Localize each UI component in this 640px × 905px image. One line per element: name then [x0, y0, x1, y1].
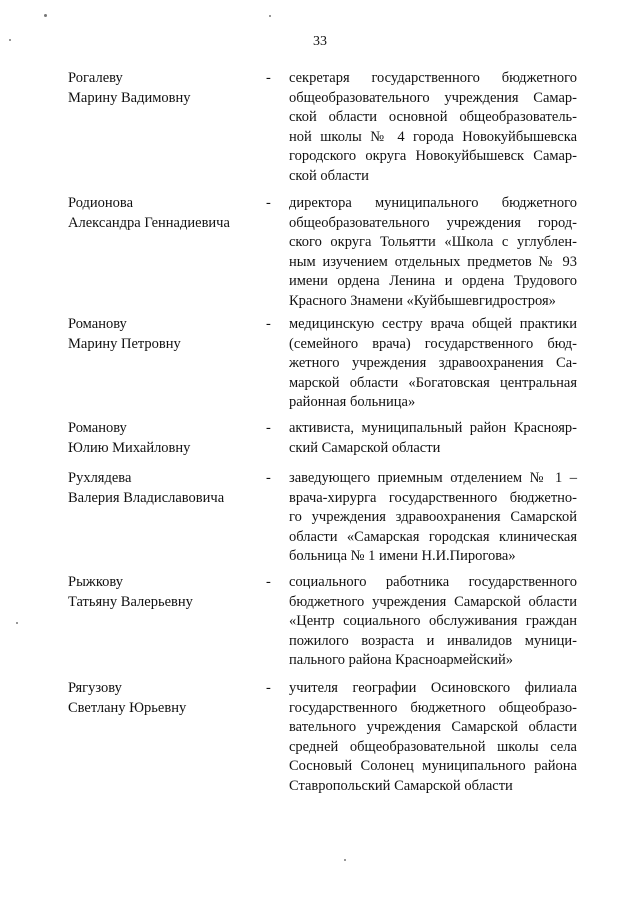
given-names: Валерия Владиславовича	[68, 489, 225, 506]
desc-line: Сосновый Солонец муниципального района	[289, 758, 577, 774]
desc-line: пожилого возраста и инвалидов муници-	[289, 632, 577, 649]
given-names: Светлану Юрьевну	[68, 699, 187, 716]
dash: -	[266, 574, 271, 590]
desc-line: районная больница»	[289, 394, 416, 410]
position-description	[289, 69, 577, 186]
surname: Родионова	[68, 195, 134, 211]
desc-line: больница № 1 имени Н.И.Пирогова»	[289, 548, 516, 564]
desc-line: ский Самарской области	[289, 439, 441, 456]
given-names: Марину Вадимовну	[68, 89, 191, 106]
desc-line: активиста, муниципальный район Краснояр-	[289, 420, 577, 436]
desc-line: медицинскую сестру врача общей практики	[289, 316, 577, 332]
desc-line: социального работника государственного	[289, 574, 577, 590]
desc-line: городского округа Новокуйбышевск Самар-	[289, 148, 577, 164]
position-description	[289, 315, 577, 413]
scan-speck	[44, 14, 47, 17]
desc-line: заведующего приемным отделением № 1 –	[289, 470, 577, 486]
desc-line: учителя географии Осиновского филиала	[289, 680, 577, 696]
desc-line: Ставропольский Самарской области	[289, 777, 513, 794]
desc-line: имени ордена Ленина и ордена Трудового	[289, 273, 577, 289]
desc-line: секретаря государственного бюджетного	[289, 70, 577, 86]
position-description	[289, 419, 577, 458]
desc-line: общеобразовательного учреждения Самар-	[289, 89, 577, 106]
dash: -	[266, 316, 271, 332]
surname: Романову	[68, 420, 127, 436]
dash: -	[266, 680, 271, 696]
desc-line: средней общеобразовательной школы села	[289, 738, 577, 755]
desc-line: ной школы № 4 города Новокуйбышевска	[289, 128, 577, 145]
surname: Романову	[68, 316, 127, 332]
desc-line: Красного Знамени «Куйбышевгидростроя»	[289, 292, 556, 309]
person-name	[68, 315, 258, 354]
dash: -	[266, 420, 271, 436]
surname: Рогалеву	[68, 70, 123, 86]
scan-speck	[269, 15, 271, 17]
desc-line: врача-хирурга государственного бюджетно-	[289, 489, 577, 506]
desc-line: «Центр социального обслуживания граждан	[289, 613, 577, 629]
person-name	[68, 469, 258, 508]
desc-line: пального района Красноармейский»	[289, 652, 514, 668]
person-name	[68, 679, 258, 718]
desc-line: (семейного врача) государственного бюд-	[289, 335, 577, 352]
dash: -	[266, 195, 271, 211]
desc-line: общеобразовательного учреждения город-	[289, 214, 577, 231]
desc-line: го учреждения здравоохранения Самарской	[289, 509, 577, 525]
dash: -	[266, 470, 271, 486]
dash: -	[266, 70, 271, 86]
person-name	[68, 419, 258, 458]
desc-line: ным изучением отдельных предметов № 93	[289, 253, 577, 270]
position-description	[289, 194, 577, 311]
given-names: Александра Геннадиевича	[68, 214, 230, 231]
scan-speck	[9, 39, 11, 41]
surname: Рягузову	[68, 680, 122, 696]
position-description	[289, 573, 577, 671]
scan-speck	[344, 859, 346, 861]
desc-line: ской области	[289, 167, 369, 184]
desc-line: жетного учреждения здравоохранения Са-	[289, 355, 577, 371]
desc-line: марской области «Богатовская центральная	[289, 374, 577, 391]
given-names: Татьяну Валерьевну	[68, 593, 193, 610]
given-names: Юлию Михайловну	[68, 439, 191, 456]
scan-speck	[16, 622, 18, 624]
person-name	[68, 194, 258, 233]
position-description	[289, 469, 577, 567]
desc-line: ской области основной общеобразователь-	[289, 109, 577, 125]
desc-line: государственного бюджетного общеобразо-	[289, 699, 577, 716]
page-number: 33	[313, 34, 327, 49]
desc-line: вательного учреждения Самарской области	[289, 719, 577, 735]
desc-line: директора муниципального бюджетного	[289, 195, 577, 211]
person-name	[68, 69, 258, 108]
position-description	[289, 679, 577, 796]
surname: Рухлядева	[68, 470, 132, 486]
surname: Рыжкову	[68, 574, 123, 590]
given-names: Марину Петровну	[68, 335, 181, 352]
person-name	[68, 573, 258, 612]
desc-line: области «Самарская городская клиническая	[289, 528, 577, 545]
desc-line: ского округа Тольятти «Школа с углублен-	[289, 234, 577, 250]
desc-line: бюджетного учреждения Самарской области	[289, 593, 577, 610]
